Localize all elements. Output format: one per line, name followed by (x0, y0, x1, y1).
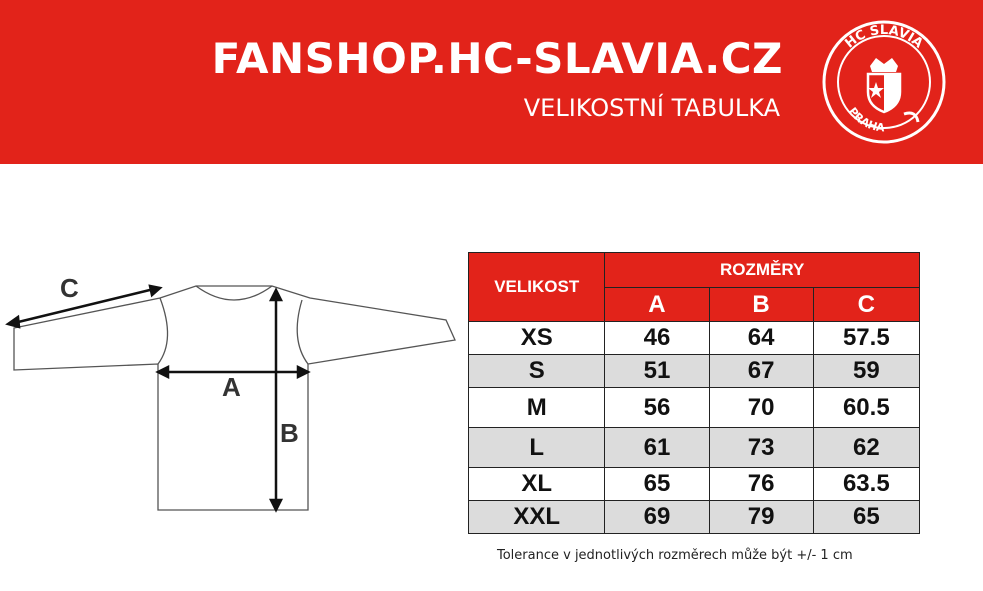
value-b-cell: 70 (709, 388, 813, 428)
size-cell: M (469, 388, 605, 428)
dimensions-header: ROZMĚRY (605, 253, 920, 288)
dimension-c-arrow-right (150, 286, 160, 295)
value-b-cell: 76 (709, 468, 813, 501)
svg-text:HC SLAVIA (842, 23, 925, 51)
value-a-cell: 69 (605, 501, 709, 534)
size-cell: XL (469, 468, 605, 501)
value-c-cell: 59 (813, 355, 919, 388)
page-subtitle: VELIKOSTNÍ TABULKA (523, 94, 780, 122)
value-b-cell: 67 (709, 355, 813, 388)
table-row (469, 501, 920, 534)
value-c-cell: 57.5 (813, 322, 919, 355)
dimension-b-arrow-bottom (271, 500, 281, 510)
size-cell: S (469, 355, 605, 388)
value-b-cell: 79 (709, 501, 813, 534)
column-header-a: A (605, 288, 709, 322)
dimension-c-arrow-left (8, 317, 19, 327)
value-c-cell: 65 (813, 501, 919, 534)
table-row (469, 468, 920, 501)
value-a-cell: 61 (605, 428, 709, 468)
site-title: FANSHOP.HC-SLAVIA.CZ (211, 34, 783, 83)
value-c-cell: 62 (813, 428, 919, 468)
dimension-a-arrow-left (158, 367, 168, 377)
dimension-a-arrow-right (298, 367, 308, 377)
logo-bottom-text: PRAHA (845, 105, 886, 135)
value-b-cell: 73 (709, 428, 813, 468)
dimension-a-label: A (222, 372, 241, 402)
table-row (469, 428, 920, 468)
size-table (468, 252, 920, 534)
dimension-c-label: C (60, 273, 79, 303)
table-row (469, 322, 920, 355)
column-header-b: B (709, 288, 813, 322)
header-banner (0, 0, 983, 164)
value-c-cell: 63.5 (813, 468, 919, 501)
size-cell: L (469, 428, 605, 468)
tolerance-note: Tolerance v jednotlivých rozměrech může být +/- 1 cm (497, 548, 853, 563)
dimension-b-label: B (280, 418, 299, 448)
logo-top-text: HC SLAVIA (842, 22, 926, 52)
size-cell: XXL (469, 501, 605, 534)
table-row (469, 388, 920, 428)
column-header-c: C (813, 288, 919, 322)
value-a-cell: 56 (605, 388, 709, 428)
value-c-cell: 60.5 (813, 388, 919, 428)
size-column-header: VELIKOST (469, 253, 605, 322)
crest-icon (868, 58, 918, 122)
dimension-b-arrow-top (271, 290, 281, 300)
value-a-cell: 65 (605, 468, 709, 501)
club-logo (820, 18, 948, 146)
dimension-c-line (10, 288, 158, 324)
value-b-cell: 64 (709, 322, 813, 355)
value-a-cell: 46 (605, 322, 709, 355)
size-cell: XS (469, 322, 605, 355)
table-row (469, 355, 920, 388)
value-a-cell: 51 (605, 355, 709, 388)
shirt-diagram (0, 240, 460, 530)
